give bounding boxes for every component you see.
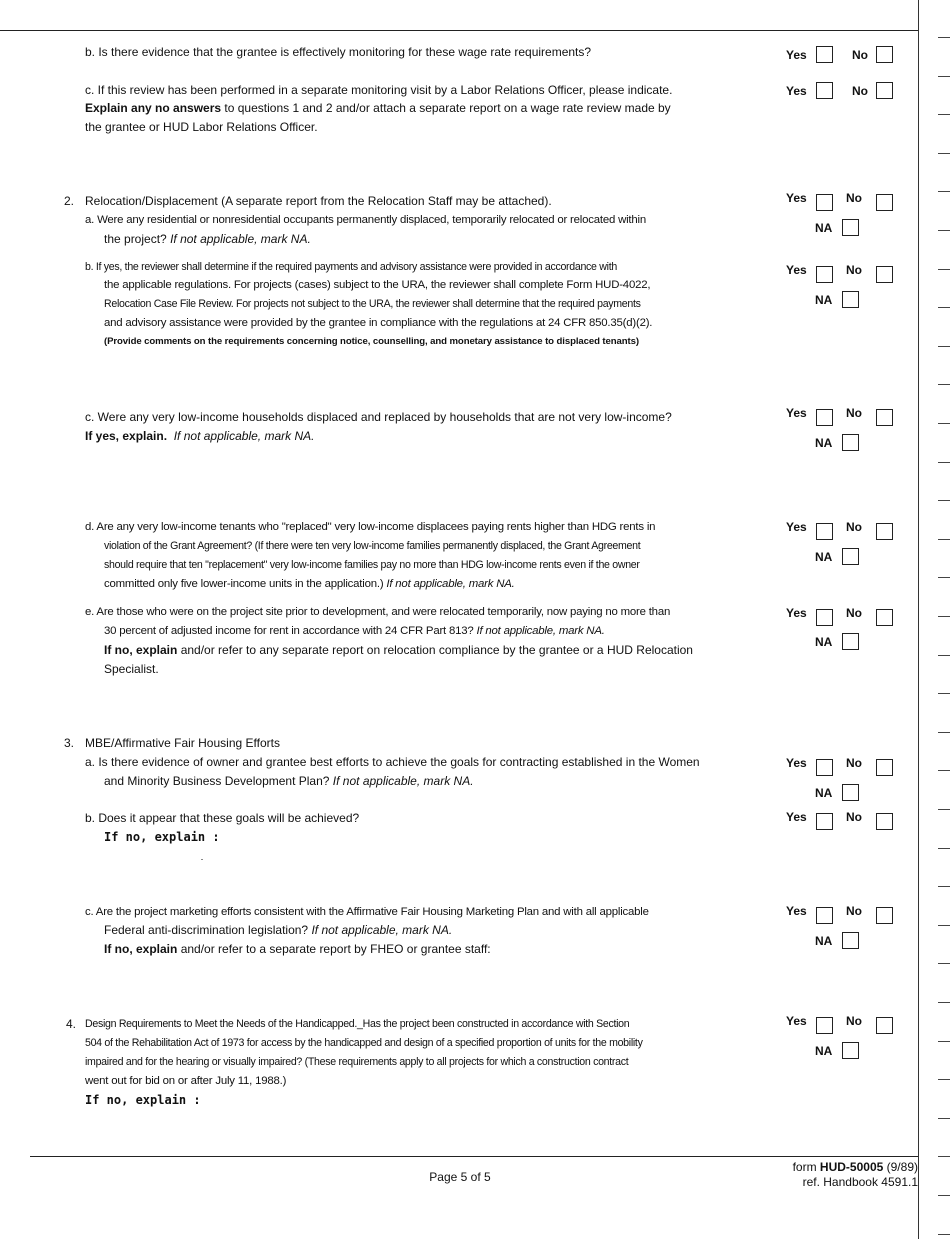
- margin-tick: [938, 655, 950, 656]
- q4-no-checkbox[interactable]: [876, 1017, 893, 1034]
- q2d-line4-text: committed only five lower-income units in the application.): [104, 578, 384, 590]
- margin-tick: [938, 76, 950, 77]
- q4-no-label: No: [846, 1014, 862, 1028]
- q4-yes-label: Yes: [786, 1014, 807, 1028]
- q3b-explain: If no, explain :: [104, 830, 220, 844]
- section2-number: 2.: [64, 194, 75, 208]
- q2b-na-checkbox[interactable]: [842, 291, 859, 308]
- q1c-yes-label: Yes: [786, 84, 807, 98]
- q1b-no-checkbox[interactable]: [876, 46, 893, 63]
- margin-tick: [938, 500, 950, 501]
- q3a-na-note: If not applicable, mark NA.: [332, 774, 474, 788]
- q2b-na-label: NA: [815, 293, 833, 307]
- margin-tick: [938, 809, 950, 810]
- q2d-no-label: No: [846, 520, 862, 534]
- q2c-yes-checkbox[interactable]: [816, 409, 833, 426]
- margin-tick: [938, 1195, 950, 1196]
- q3b-yes-label: Yes: [786, 810, 807, 824]
- q1b-yes-checkbox[interactable]: [816, 46, 833, 63]
- bottom-rule: [30, 1156, 918, 1157]
- q2c-no-label: No: [846, 406, 862, 420]
- q3c-line3: [104, 940, 491, 959]
- form-id: HUD-50005: [819, 1160, 884, 1174]
- q3a-line2: [104, 772, 474, 791]
- q2a-na-checkbox[interactable]: [842, 219, 859, 236]
- margin-tick: [938, 423, 950, 424]
- margin-tick: [938, 963, 950, 964]
- q1b-no-label: No: [852, 48, 868, 62]
- q2b-no-checkbox[interactable]: [876, 266, 893, 283]
- q2a-yes-checkbox[interactable]: [816, 194, 833, 211]
- q1b-yes-label: Yes: [786, 48, 807, 62]
- q2d-line2: violation of the Grant Agreement? (If there were ten very low-income families permanently displaced, the Grant Agreement: [104, 540, 641, 552]
- q2e-na-note: If not applicable, mark NA.: [476, 625, 605, 637]
- q3a-line1: a. Is there evidence of owner and grantee best efforts to achieve the goals for contracting established in the Women: [85, 755, 700, 769]
- margin-tick: [938, 191, 950, 192]
- q3a-yes-label: Yes: [786, 756, 807, 770]
- q2d-line4: [104, 575, 515, 594]
- margin-tick: [938, 346, 950, 347]
- margin-tick: [938, 886, 950, 887]
- q2b-line3: Relocation Case File Review. For projects not subject to the URA, the reviewer shall determine that the required payments: [104, 298, 641, 310]
- q2e-explain-bold: If no, explain: [104, 643, 178, 657]
- margin-tick: [938, 1156, 950, 1157]
- q2d-na-note: If not applicable, mark NA.: [386, 578, 515, 590]
- q2e-explain-rest: and/or refer to any separate report on relocation compliance by the grantee or a HUD Relocation: [180, 643, 693, 657]
- q3c-no-label: No: [846, 904, 862, 918]
- q3b-no-label: No: [846, 810, 862, 824]
- q3c-yes-checkbox[interactable]: [816, 907, 833, 924]
- q3c-line2: [104, 921, 452, 940]
- margin-tick: [938, 307, 950, 308]
- margin-tick: [938, 539, 950, 540]
- q2b-line1: b. If yes, the reviewer shall determine if the required payments and advisory assistance were provided in accordance with: [85, 261, 617, 273]
- q2e-line2-text: 30 percent of adjusted income for rent in accordance with 24 CFR Part 813?: [104, 625, 474, 637]
- margin-tick: [938, 616, 950, 617]
- q3a-no-label: No: [846, 756, 862, 770]
- q2c-line2: [85, 427, 314, 446]
- q2e-na-checkbox[interactable]: [842, 633, 859, 650]
- q1c-yes-checkbox[interactable]: [816, 82, 833, 99]
- q4-na-checkbox[interactable]: [842, 1042, 859, 1059]
- margin-tick: [938, 577, 950, 578]
- q2a-line1: a. Were any residential or nonresidential occupants permanently displaced, temporarily relocated or relocated within: [85, 214, 646, 226]
- q3a-no-checkbox[interactable]: [876, 759, 893, 776]
- q1c-no-checkbox[interactable]: [876, 82, 893, 99]
- q2a-no-checkbox[interactable]: [876, 194, 893, 211]
- q2e-line3: [104, 641, 693, 660]
- q2a-na-label: NA: [815, 221, 833, 235]
- q2e-line1: e. Are those who were on the project site prior to development, and were relocated temporarily, now paying no more than: [85, 606, 671, 618]
- q2a-na-note: If not applicable, mark NA.: [170, 232, 311, 246]
- q2e-line4: Specialist.: [104, 662, 159, 676]
- q2c-no-checkbox[interactable]: [876, 409, 893, 426]
- q2c-line1: c. Were any very low-income households displaced and replaced by households that are not very low-income?: [85, 410, 672, 424]
- page-number: Page 5 of 5: [429, 1170, 491, 1184]
- top-rule: [0, 30, 918, 31]
- q4-line4: went out for bid on or after July 11, 1988.): [85, 1075, 287, 1087]
- q2c-yes-label: Yes: [786, 406, 807, 420]
- q3c-line1: c. Are the project marketing efforts consistent with the Affirmative Fair Housing Marketing Plan and with all applicable: [85, 906, 649, 918]
- right-margin-rule: [918, 0, 919, 1239]
- q2b-yes-label: Yes: [786, 263, 807, 277]
- q2c-explain: If yes, explain.: [85, 429, 168, 443]
- q2e-line2: [104, 622, 605, 641]
- q2b-yes-checkbox[interactable]: [816, 266, 833, 283]
- margin-tick: [938, 153, 950, 154]
- margin-tick: [938, 848, 950, 849]
- q4-line1: Design Requirements to Meet the Needs of the Handicapped._Has the project been constructed in accordance with Section: [85, 1018, 630, 1030]
- q3a-na-checkbox[interactable]: [842, 784, 859, 801]
- margin-tick: [938, 770, 950, 771]
- margin-tick: [938, 1234, 950, 1235]
- q4-explain: If no, explain :: [85, 1093, 201, 1107]
- q2d-yes-label: Yes: [786, 520, 807, 534]
- form-prefix: form: [792, 1160, 817, 1174]
- q2d-na-label: NA: [815, 550, 833, 564]
- q2d-yes-checkbox[interactable]: [816, 523, 833, 540]
- q2c-na-note: If not applicable, mark NA.: [173, 429, 315, 443]
- q3c-no-checkbox[interactable]: [876, 907, 893, 924]
- form-id-line: [760, 1160, 918, 1175]
- q2b-no-label: No: [846, 263, 862, 277]
- section2-heading: Relocation/Displacement (A separate report from the Relocation Staff may be attached).: [85, 194, 552, 208]
- q2e-yes-label: Yes: [786, 606, 807, 620]
- q3c-explain-bold: If no, explain: [104, 942, 178, 956]
- q3a-yes-checkbox[interactable]: [816, 759, 833, 776]
- q2e-no-checkbox[interactable]: [876, 609, 893, 626]
- margin-tick: [938, 114, 950, 115]
- q1c-explain-bold: Explain any no answers: [85, 101, 222, 115]
- q3b-no-checkbox[interactable]: [876, 813, 893, 830]
- q2e-yes-checkbox[interactable]: [816, 609, 833, 626]
- form-reference: [760, 1160, 918, 1190]
- q3b-yes-checkbox[interactable]: [816, 813, 833, 830]
- q1c-text: c. If this review has been performed in a separate monitoring visit by a Labor Relations Officer, please indicate.: [85, 83, 673, 97]
- handbook-ref: ref. Handbook 4591.1: [802, 1175, 918, 1189]
- q2a-yes-label: Yes: [786, 191, 807, 205]
- q2d-no-checkbox[interactable]: [876, 523, 893, 540]
- q3c-na-checkbox[interactable]: [842, 932, 859, 949]
- q2d-na-checkbox[interactable]: [842, 548, 859, 565]
- q3c-na-label: NA: [815, 934, 833, 948]
- form-date: (9/89): [886, 1160, 918, 1174]
- q3c-na-note: If not applicable, mark NA.: [311, 923, 453, 937]
- margin-tick: [938, 925, 950, 926]
- q1c-explain-line2: the grantee or HUD Labor Relations Officer.: [85, 120, 318, 134]
- q2e-na-label: NA: [815, 635, 833, 649]
- margin-tick: [938, 462, 950, 463]
- q1c-explain-rest: to questions 1 and 2 and/or attach a separate report on a wage rate review made by: [224, 101, 671, 115]
- q3a-line2-text: and Minority Business Development Plan?: [104, 774, 330, 788]
- q2a-question-end: the project?: [104, 232, 167, 246]
- section3-heading: MBE/Affirmative Fair Housing Efforts: [85, 736, 280, 750]
- margin-tick: [938, 269, 950, 270]
- stray-mark: [201, 859, 203, 860]
- q2d-line1: d. Are any very low-income tenants who "replaced" very low-income displacees paying rents higher than HDG rents in: [85, 521, 656, 533]
- section3-number: 3.: [64, 736, 75, 750]
- margin-tick: [938, 1041, 950, 1042]
- q3c-line2-text: Federal anti-discrimination legislation?: [104, 923, 309, 937]
- margin-tick: [938, 693, 950, 694]
- margin-tick: [938, 384, 950, 385]
- q2a-line2: [104, 230, 311, 249]
- q2e-no-label: No: [846, 606, 862, 620]
- q3c-explain-rest: and/or refer to a separate report by FHEO or grantee staff:: [180, 942, 491, 956]
- margin-tick: [938, 37, 950, 38]
- q4-na-label: NA: [815, 1044, 833, 1058]
- q1c-no-label: No: [852, 84, 868, 98]
- q2b-line4: and advisory assistance were provided by the grantee in compliance with the regulations at 24 CFR 850.35(d)(2).: [104, 317, 653, 329]
- q2c-na-label: NA: [815, 436, 833, 450]
- q3a-na-label: NA: [815, 786, 833, 800]
- q4-line2: 504 of the Rehabilitation Act of 1973 for access by the handicapped and design of a specified proportion of units for the mobility: [85, 1037, 643, 1049]
- q1b-text: b. Is there evidence that the grantee is effectively monitoring for these wage rate requirements?: [85, 45, 592, 59]
- q3c-yes-label: Yes: [786, 904, 807, 918]
- q3b-line1: b. Does it appear that these goals will be achieved?: [85, 811, 360, 825]
- margin-tick: [938, 230, 950, 231]
- q4-line3: impaired and for the hearing or visually impaired? (These requirements apply to all projects for which a construction contract: [85, 1056, 629, 1068]
- margin-tick: [938, 1118, 950, 1119]
- q1c-explain-line1: [85, 99, 671, 118]
- q4-yes-checkbox[interactable]: [816, 1017, 833, 1034]
- q2c-na-checkbox[interactable]: [842, 434, 859, 451]
- q2b-line5: (Provide comments on the requirements concerning notice, counselling, and monetary assistance to displaced tenants): [104, 336, 639, 347]
- section4-number: 4.: [66, 1017, 77, 1031]
- q2d-line3: should require that ten "replacement" very low-income families pay no more than HDG low-income rents even if the owner: [104, 559, 640, 571]
- margin-tick: [938, 1002, 950, 1003]
- margin-tick: [938, 1079, 950, 1080]
- q2b-line2: the applicable regulations. For projects (cases) subject to the URA, the reviewer shall complete Form HUD-4022,: [104, 279, 651, 291]
- q2a-no-label: No: [846, 191, 862, 205]
- margin-tick: [938, 732, 950, 733]
